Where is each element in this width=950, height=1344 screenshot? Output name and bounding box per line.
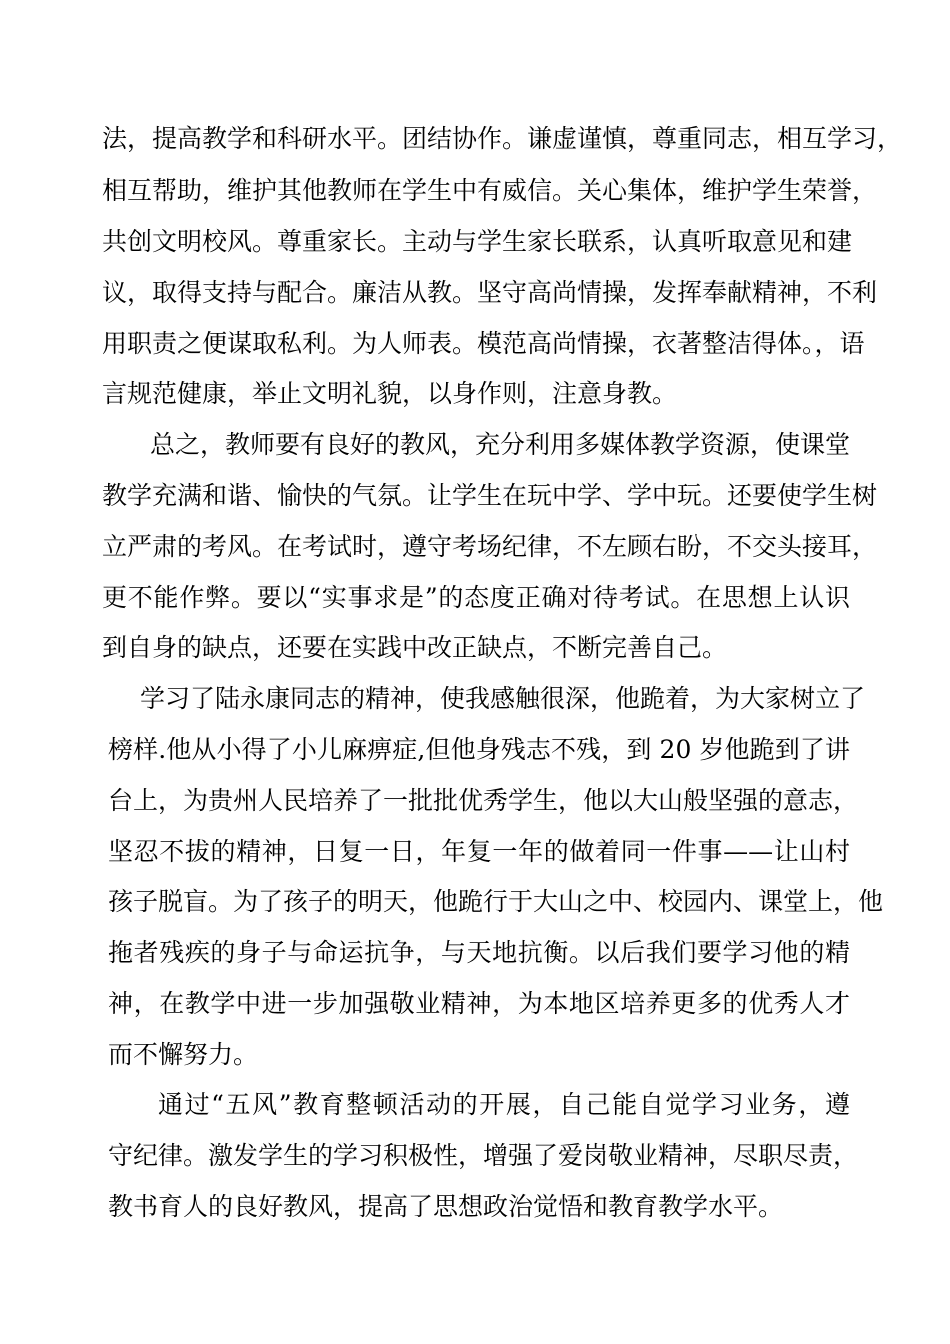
text-line: 守纪律。激发学生的学习积极性，增强了爱岗敬业精神，尽职尽责， xyxy=(108,1141,859,1170)
text-line: 议，取得支持与配合。廉洁从教。坚守高尚情操，发挥奉献精神，不利 xyxy=(102,278,878,307)
text-line: 而不懈努力。 xyxy=(108,1040,259,1069)
text-line: 总之，教师要有良好的教风，充分利用多媒体教学资源，使课堂 xyxy=(150,430,851,459)
text-line: 共创文明校风。尊重家长。主动与学生家长联系，认真听取意见和建 xyxy=(102,227,853,256)
text-line: 榜样.他从小得了小儿麻痹症,但他身残志不残，到 20 岁他跪到了讲 xyxy=(108,735,850,764)
text-line: 通过“五风”教育整顿活动的开展，自己能自觉学习业务，遵 xyxy=(158,1090,850,1119)
text-line: 立严肃的考风。在考试时，遵守考场纪律，不左顾右盼，不交头接耳， xyxy=(102,532,878,561)
text-line: 坚忍不拔的精神，日复一日，年复一年的做着同一件事——让山村 xyxy=(108,837,850,866)
text-line: 用职责之便谋取私利。为人师表。模范高尚情操，衣著整洁得体。，语 xyxy=(102,329,865,358)
text-line: 神，在教学中进一步加强敬业精神，为本地区培养更多的优秀人才 xyxy=(108,989,850,1018)
text-line: 更不能作弊。要以“实事求是”的态度正确对待考试。在思想上认识 xyxy=(102,583,850,612)
text-line: 相互帮助，维护其他教师在学生中有威信。关心集体，维护学生荣誉， xyxy=(102,176,878,205)
text-line: 拖者残疾的身子与命运抗争，与天地抗衡。以后我们要学习他的精 xyxy=(108,938,850,967)
text-line: 法，提高教学和科研水平。团结协作。谦虚谨慎，尊重同志，相互学习， xyxy=(102,124,903,153)
text-line: 言规范健康，举止文明礼貌，以身作则，注意身教。 xyxy=(102,379,678,408)
text-line: 教学充满和谐、愉快的气氛。让学生在玩中学、学中玩。还要使学生树 xyxy=(102,481,878,510)
text-line: 台上，为贵州人民培养了一批批优秀学生，他以大山般坚强的意志， xyxy=(108,786,859,815)
text-line: 到自身的缺点，还要在实践中改正缺点，不断完善自己。 xyxy=(102,633,728,662)
text-line: 教书育人的良好教风，提高了思想政治觉悟和教育教学水平。 xyxy=(108,1192,784,1221)
text-line: 学习了陆永康同志的精神，使我感触很深，他跪着，为大家树立了 xyxy=(140,684,866,713)
text-line: 孩子脱盲。为了孩子的明天，他跪行于大山之中、校园内、课堂上，他 xyxy=(108,887,884,916)
